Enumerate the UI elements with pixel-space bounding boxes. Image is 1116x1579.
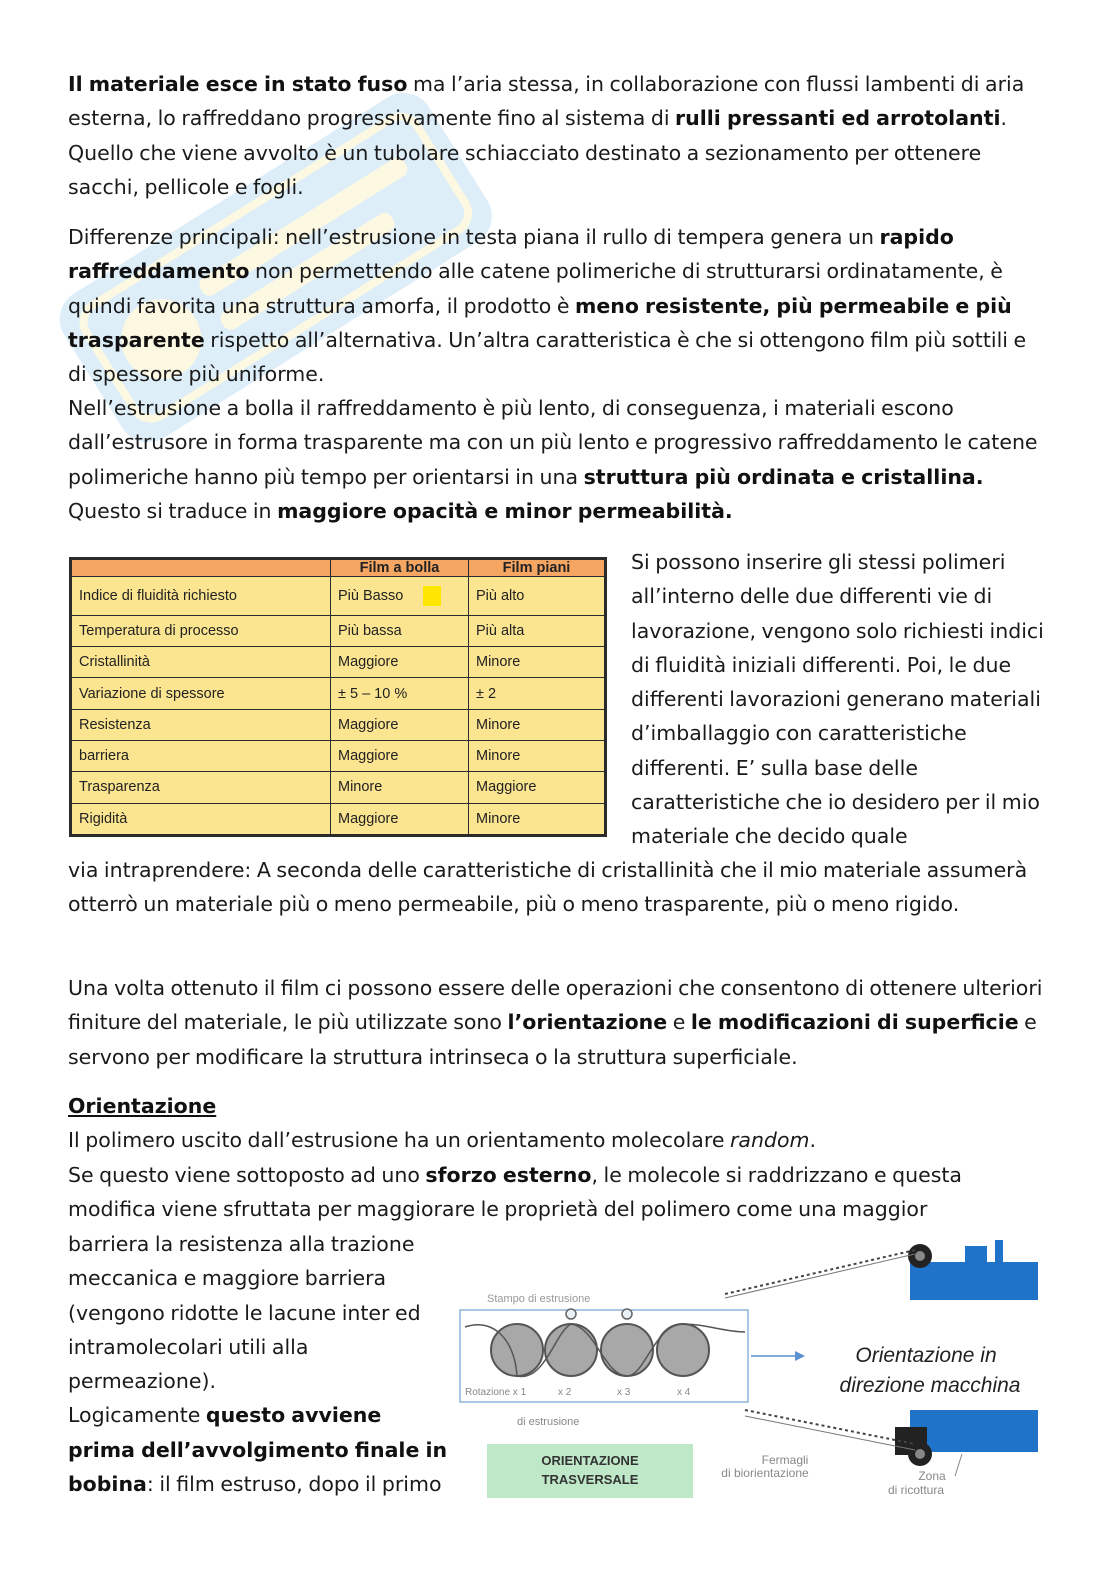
table-row: [72, 772, 605, 803]
table-cell: Più alto: [469, 577, 605, 616]
rotation-label: Rotazione x 1: [465, 1387, 527, 1398]
paragraph-finishing: Una volta ottenuto il film ci possono essere delle operazioni che consentono di ottenere ulteriori finiture del materiale, le più utilizzate sono l’orientazione e le modificazioni di superficie e servono per modificare la struttura intrinseca o la struttura superficiale.: [68, 976, 1043, 1069]
zona-label: di ricottura: [887, 1483, 945, 1497]
table-cell: Più bassa: [331, 615, 469, 646]
table-row: [72, 803, 605, 834]
table-cell: Maggiore: [331, 709, 469, 740]
paragraph-continuation: via intraprendere: A seconda delle caratteristiche di cristallinità che il mio materiale assumerà otterrò un materiale più o meno permeabile, più o meno trasparente, più o meno rigido.: [68, 858, 1028, 917]
bold-text: maggiore opacità e minor permeabilità.: [277, 498, 733, 523]
table-cell: Minore: [331, 772, 469, 803]
table-cell: Trasparenza: [72, 772, 331, 803]
fermagli-label: Fermagli: [761, 1453, 809, 1467]
table-cell: Minore: [469, 741, 605, 772]
table-cell: Cristallinità: [72, 647, 331, 678]
paragraph-left-column: barriera la resistenza alla trazione meccanica e maggiore barriera (vengono ridotte le lacune inter ed intramolecolari utili alla permeazione). Logicamente questo avviene prima dell’avvolgimento finale in bobina: il film estruso, dopo il primo: [68, 1232, 448, 1497]
paragraph-intro: Il materiale esce in stato fuso ma l’aria stessa, in collaborazione con flussi lambenti di aria esterna, lo raffreddano progressivamente fino al sistema di rulli pressanti ed arrotolanti. Quello che viene avvolto è un tubolare schiacciato destinato a sezionamento per ottenere sacchi, pellicole e fogli.: [68, 72, 1025, 199]
diagram-top-caption: Stampo di estrusione: [487, 1293, 591, 1305]
table-header-cell: Film a bolla: [331, 560, 469, 577]
table-cell: Rigidità: [72, 803, 331, 834]
table-header-cell: [72, 560, 331, 577]
comparison-table: [69, 557, 607, 837]
table-cell: ± 5 – 10 %: [331, 678, 469, 709]
table-header-row: [72, 560, 605, 577]
table-cell: Maggiore: [331, 803, 469, 834]
bold-text: Il materiale esce in stato fuso: [68, 72, 408, 96]
table-header-cell: Film piani: [469, 560, 605, 577]
bold-text: l’orientazione: [507, 1010, 668, 1035]
bold-text: sforzo esterno: [425, 1162, 592, 1187]
table-cell: Più alta: [469, 615, 605, 646]
table-row: [72, 615, 605, 646]
table-cell: barriera: [72, 741, 331, 772]
table-cell: Minore: [469, 709, 605, 740]
orientation-diagram: [455, 1232, 1045, 1504]
table-cell: Indice di fluidità richiesto: [72, 577, 331, 616]
table-cell: Variazione di spessore: [72, 678, 331, 709]
table-cell: Minore: [469, 803, 605, 834]
table-row: [72, 647, 605, 678]
table-row: [72, 709, 605, 740]
bold-text: rapido raffreddamento: [68, 225, 954, 284]
bold-text: struttura più ordinata e cristallina.: [583, 464, 984, 489]
paragraph-differences: Differenze principali: nell’estrusione in testa piana il rullo di tempera genera un rapido raffreddamento non permettendo alle catene polimeriche di strutturarsi ordinatamente, è quindi favorita una struttura amorfa, il prodotto è meno resistente, più permeabile e più trasparente rispetto all’alternativa. Un’altra caratteristica è che si ottengono film più sottili e di spessore più uniforme.: [68, 225, 1027, 387]
table-row: [72, 741, 605, 772]
table-cell: Minore: [469, 647, 605, 678]
table-cell: Temperatura di processo: [72, 615, 331, 646]
section-orientazione: Orientazione Il polimero uscito dall’estrusione ha un orientamento molecolare random. Se questo viene sottoposto ad uno sforzo esterno, le molecole si raddrizzano e questa modifica viene sfruttata per maggiorare le proprietà del polimero come una maggior: [68, 1094, 962, 1221]
rotation-label: x 3: [617, 1387, 631, 1398]
table-cell: Resistenza: [72, 709, 331, 740]
fermagli-label: di biorientazione: [721, 1466, 809, 1480]
rotation-label: x 2: [558, 1387, 572, 1398]
section-heading: Orientazione: [68, 1094, 217, 1118]
table-row: [72, 577, 605, 616]
bold-text: questo avviene prima dell’avvolgimento finale in bobina: [68, 1403, 448, 1497]
table-cell: Più Basso: [331, 577, 469, 616]
paragraph-bubble: Nell’estrusione a bolla il raffreddamento è più lento, di conseguenza, i materiali escono dall’estrusore in forma trasparente ma con un più lento e progressivo raffreddamento le catene polimeriche hanno più tempo per orientarsi in una struttura più ordinata e cristallina. Questo si traduce in maggiore opacità e minor permeabilità.: [68, 396, 1038, 523]
table-cell: Maggiore: [469, 772, 605, 803]
paragraph-side: Si possono inserire gli stessi polimeri all’interno delle due differenti vie di lavorazione, vengono solo richiesti indici di fluidità iniziali differenti. Poi, le due differenti lavorazioni generano materiali d’imballaggio con caratteristiche differenti. E’ sulla base delle caratteristiche che io desidero per il mio materiale che decido quale: [631, 550, 1044, 849]
bold-text: rulli pressanti ed arrotolanti: [675, 106, 1001, 131]
highlight-mark: [423, 586, 441, 606]
roller-box: [460, 1293, 748, 1402]
table-row: [72, 678, 605, 709]
transverse-label: ORIENTAZIONE: [541, 1453, 639, 1468]
table-cell: ± 2: [469, 678, 605, 709]
orientation-md-label: direzione macchina: [839, 1374, 1021, 1397]
bold-text: meno resistente, più permeabile e più trasparente: [68, 293, 1012, 352]
table-cell: Maggiore: [331, 647, 469, 678]
diagram-sub-caption: di estrusione: [517, 1416, 580, 1428]
rotation-label: x 4: [677, 1387, 691, 1398]
orientation-md-label: Orientazione in: [855, 1344, 997, 1367]
zona-label: Zona: [918, 1469, 946, 1483]
table-cell: Maggiore: [331, 741, 469, 772]
transverse-label: TRASVERSALE: [541, 1472, 639, 1487]
bold-text: le modificazioni di superficie: [690, 1010, 1019, 1035]
